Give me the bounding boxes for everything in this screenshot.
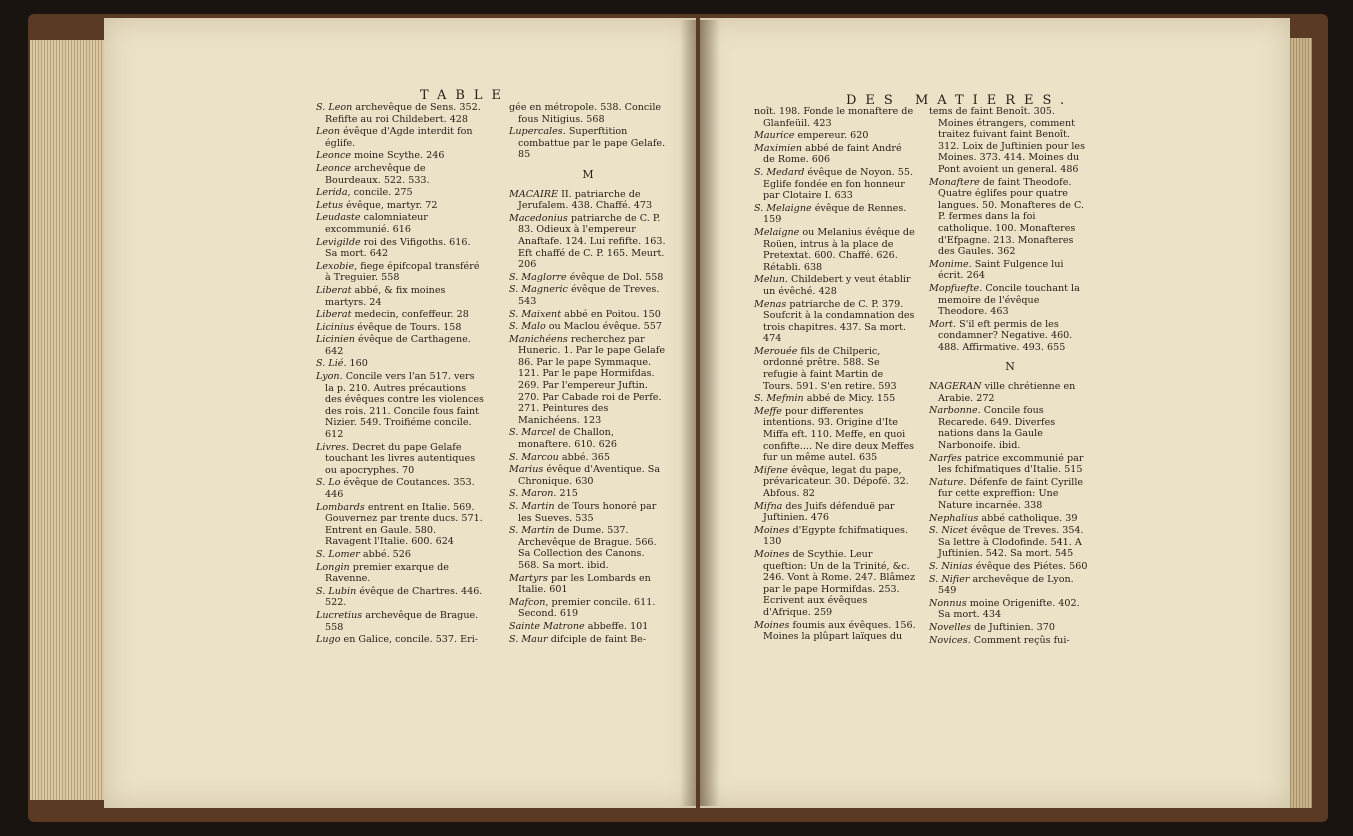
index-entry	[316, 163, 484, 186]
index-entry	[509, 573, 667, 596]
entry-headword: S. Lié.	[316, 358, 347, 370]
index-entry	[929, 598, 1091, 621]
entry-text: empereur. 620	[794, 130, 869, 142]
entry-text: premier exarque de Ravenne.	[325, 561, 449, 585]
index-entry	[316, 212, 484, 235]
entry-headword: Manichéens	[509, 333, 568, 345]
entry-text: abbeffe. 101	[584, 620, 649, 632]
index-entry	[929, 405, 1091, 451]
entry-text: archevêque de Lyon. 549	[938, 573, 1074, 597]
index-entry	[509, 427, 667, 450]
entry-text: entrent en Italie. 569. Gouvernez par trente ducs. 571. Entrent en Gaule. 580. Ravagent l'Italie. 600. 624	[325, 501, 483, 548]
index-entry	[929, 525, 1091, 560]
index-entry	[316, 477, 484, 500]
entry-text: évêque de Tours. 158	[354, 321, 462, 333]
entry-text: en Galice, concile. 537. Eri-	[340, 634, 479, 646]
entry-text: Défenfe de faint Cyrille fur cette expreffion: Une Nature incarnée. 338	[938, 476, 1084, 511]
index-entry	[929, 259, 1091, 282]
entry-text: medecin, confeffeur. 28	[351, 309, 469, 321]
index-entry	[754, 299, 916, 345]
entry-headword: S. Lo	[316, 477, 341, 489]
entry-text: Childebert y veut établir un évêché. 428	[763, 274, 911, 297]
index-entry	[929, 283, 1091, 318]
entry-headword: S. Medard	[754, 166, 805, 178]
entry-headword: MACAIRE	[509, 188, 559, 200]
entry-headword: NAGERAN	[929, 381, 982, 393]
index-entry	[754, 203, 916, 226]
index-entry	[316, 358, 484, 370]
right-column-2	[929, 106, 1091, 647]
entry-headword: Mort.	[929, 318, 957, 330]
index-entry	[316, 549, 484, 561]
entry-text: tems de faint Benoît. 305. Moines étrangers, comment traitez fuivant faint Benoît. 312. Loix de Juftinien pour les Moines. 373. 414. Moines du Pont avoient un general. 486	[929, 106, 1086, 175]
entry-text: abbé. 526	[359, 548, 411, 560]
entry-text: ville chrétienne en Arabie. 272	[938, 381, 1076, 404]
entry-headword: Levigilde	[316, 236, 361, 248]
index-entry	[754, 620, 916, 643]
entry-headword: Leonce	[316, 162, 352, 174]
index-entry	[316, 322, 484, 334]
entry-text: Decret du pape Gelafe touchant les livres autentiques ou apocryphes. 70	[325, 441, 476, 476]
index-entry	[929, 106, 1091, 176]
entry-headword: S. Martin	[509, 525, 555, 537]
entry-headword: S. Marcel	[509, 427, 556, 439]
entry-text: évêque des Piétes. 560	[972, 560, 1088, 572]
entry-text: patrice excommunié par les fchifmatiques d'Italie. 515	[938, 452, 1084, 476]
entry-headword: S. Maixent	[509, 308, 562, 320]
entry-headword: Novelles	[929, 621, 972, 633]
entry-text: abbé en Poitou. 150	[561, 308, 661, 320]
entry-headword: Narbonne.	[929, 405, 981, 417]
entry-text: abbé. 365	[558, 451, 610, 463]
entry-text: archevêque de Bourdeaux. 522. 533.	[325, 162, 430, 186]
entry-text: de Juftinien. 370	[971, 621, 1055, 633]
index-entry	[316, 285, 484, 308]
entry-text: abbé de faint André de Rome. 606	[763, 142, 902, 166]
index-entry	[754, 227, 916, 273]
entry-headword: Nature.	[929, 476, 967, 488]
entry-headword: S. Lomer	[316, 548, 360, 560]
index-entry	[509, 334, 667, 427]
entry-headword: Mifene	[754, 464, 788, 476]
index-entry	[509, 213, 667, 271]
index-entry	[509, 488, 667, 500]
entry-headword: S. Maur	[509, 633, 548, 645]
entry-headword: Lombards	[316, 501, 365, 513]
entry-text: évêque de Dol. 558	[566, 271, 664, 283]
entry-text: difciple de faint Be-	[547, 633, 647, 645]
entry-text: Concile vers l'an 517. vers la p. 210. Autres précautions des évêques contre les violences des rois. 211. Concile fous faint Nizier. 549. Troifiéme concile. 612	[325, 371, 484, 441]
index-entry	[929, 561, 1091, 573]
entry-text: évêque d'Agde interdit fon églife.	[325, 126, 473, 149]
index-entry	[316, 126, 484, 149]
entry-headword: S. Magneric	[509, 284, 568, 296]
entry-text: 215	[556, 488, 578, 500]
index-entry	[316, 502, 484, 548]
entry-headword: Maximien	[754, 142, 803, 154]
entry-headword: Mopfuefte.	[929, 282, 983, 294]
entry-headword: Leonce	[316, 150, 352, 162]
index-entry	[509, 321, 667, 333]
index-entry	[754, 130, 916, 142]
entry-headword: Sainte Matrone	[509, 620, 585, 632]
entry-headword: Liberat	[316, 309, 352, 321]
entry-headword: Marius	[509, 464, 544, 476]
entry-headword: Monime.	[929, 258, 972, 270]
entry-text: de Scythie. Leur queftion: Un de la Trinité, &c. 246. Vont à Rome. 247. Blâmez par le pape Hormifdas. 253. Ecrivent aux évêques d'Afrique. 259	[763, 548, 916, 618]
entry-text: Superftition combattue par le pape Gelafe. 85	[518, 126, 666, 161]
entry-text: évêque de Carthagene. 642	[325, 334, 471, 357]
index-entry	[509, 126, 667, 161]
index-entry	[316, 200, 484, 212]
entry-headword: S. Maron.	[509, 488, 557, 500]
entry-text: des Juifs défenduë par Juftinien. 476	[763, 500, 895, 524]
entry-headword: Licinius	[316, 321, 355, 333]
page-edges-left	[30, 40, 108, 800]
index-entry	[316, 371, 484, 441]
entry-text: archevêque de Brague. 558	[325, 609, 479, 633]
entry-text: gée en métropole. 538. Concile fous Nitigius. 568	[509, 102, 662, 125]
index-entry	[509, 634, 667, 646]
entry-text: évêque de Coutances. 353. 446	[325, 477, 475, 500]
entry-headword: Moines	[754, 548, 790, 560]
entry-headword: Lugo	[316, 634, 341, 646]
entry-headword: Monaftere	[929, 176, 980, 188]
left-running-header: TABLE	[420, 88, 511, 103]
index-entry	[929, 319, 1091, 354]
entry-headword: S. Nicet	[929, 525, 968, 537]
entry-headword: S. Malo	[509, 321, 546, 333]
entry-text: S'il eft permis de les condamner? Negative. 460. 488. Affirmative. 493. 655	[938, 318, 1073, 353]
entry-headword: S. Leon	[316, 102, 353, 113]
entry-text: d'Egypte fchifmatiques. 130	[763, 524, 909, 548]
entry-text: Comment reçûs fui-	[970, 634, 1070, 646]
index-entry	[754, 549, 916, 619]
index-entry	[754, 501, 916, 524]
entry-text: abbé, & fix moines martyrs. 24	[325, 284, 446, 308]
entry-headword: Leon	[316, 126, 341, 138]
index-entry	[929, 635, 1091, 647]
index-entry	[316, 150, 484, 162]
entry-headword: Nonnus	[929, 597, 967, 609]
entry-headword: Moines	[754, 524, 790, 536]
entry-text: Concile touchant la memoire de l'évêque Theodore. 463	[938, 282, 1080, 318]
entry-headword: Mifna	[754, 500, 783, 512]
index-entry	[316, 237, 484, 260]
entry-headword: S. Maglorre	[509, 271, 567, 283]
entry-text: , concile. 275	[347, 187, 413, 199]
entry-headword: S. Ninias	[929, 560, 973, 572]
left-column-2	[509, 102, 667, 646]
entry-headword: Lucretius	[316, 609, 363, 621]
right-column-1	[754, 106, 916, 644]
entry-headword: Nephalius	[929, 512, 979, 524]
entry-headword: Lupercales.	[509, 126, 566, 138]
entry-text: , fiege épifcopal transféré à Treguier. 558	[325, 260, 480, 284]
entry-text: foumis aux évêques. 156. Moines la plûpart laïques du	[763, 619, 916, 643]
index-entry	[316, 610, 484, 633]
entry-text: pour differentes intentions. 93. Origine d'Ite Miffa eft. 110. Meffe, en quoi confifte.... Ne dire deux Meffes fur un même autel. 635	[763, 405, 915, 464]
entry-headword: Lexobie	[316, 260, 355, 272]
index-entry	[929, 574, 1091, 597]
page-edges-right	[1288, 38, 1312, 808]
entry-headword: S. Nifier	[929, 573, 970, 585]
entry-text: par les Lombards en Italie. 601	[518, 572, 651, 596]
entry-text: Saint Fulgence lui écrit. 264	[938, 258, 1064, 282]
book-gutter	[680, 20, 720, 806]
entry-headword: Licinien	[316, 334, 355, 346]
index-entry	[316, 334, 484, 357]
section-letter: M	[582, 167, 594, 181]
entry-text: évêque de Rennes. 159	[763, 202, 907, 226]
entry-headword: Merouée	[754, 345, 798, 357]
entry-headword: S. Lubin	[316, 585, 357, 597]
index-entry	[509, 452, 667, 464]
index-entry	[509, 309, 667, 321]
index-entry	[316, 261, 484, 284]
index-entry	[929, 477, 1091, 512]
entry-headword: Longin	[316, 561, 350, 573]
index-entry	[754, 106, 916, 129]
left-column-1	[316, 102, 484, 647]
index-entry	[316, 562, 484, 585]
index-entry	[316, 442, 484, 477]
index-entry	[509, 525, 667, 571]
index-entry	[754, 393, 916, 405]
index-entry	[929, 453, 1091, 476]
entry-headword: Melaigne	[754, 226, 800, 238]
entry-text: évêque de Treves. 354. Sa lettre à Clodofinde. 541. A Juftinien. 542. Sa mort. 545	[938, 525, 1084, 560]
entry-text: recherchez par Huneric. 1. Par le pape Gelafe 86. Par le pape Symmaque. 121. Par le pape Hormifdas. 269. Par l'empereur Juftin. 270. Par Cabade roi de Perfe. 271. Peintures des Manichéens. 123	[518, 333, 665, 426]
entry-text: patriarche de C. P. 379. Soufcrit à la condamnation des trois chapitres. 437. Sa mort. 474	[763, 298, 915, 345]
right-running-header: DES MATIERES.	[846, 93, 1074, 108]
entry-headword: S. Martin	[509, 501, 555, 512]
entry-headword: Livres.	[316, 441, 350, 453]
entry-text: évêque de Chartres. 446. 522.	[325, 585, 483, 609]
entry-text: II. patriarche de Jerufalem. 438. Chaffé. 473	[518, 188, 653, 212]
index-entry	[316, 634, 484, 646]
entry-text: évêque, martyr. 72	[343, 199, 438, 211]
index-entry	[509, 102, 667, 125]
entry-text: évêque de Treves. 543	[518, 284, 660, 307]
entry-text: de faint Theodofe. Quatre églifes pour quatre langues. 50. Monafteres de C. P. fermes dans la foi catholique. 100. Monafteres d'Efpagne. 213. Monafteres des Gaules. 362	[938, 176, 1085, 258]
entry-text: de Tours honoré par les Sueves. 535	[518, 501, 657, 524]
entry-text: calomniateur excommunié. 616	[325, 212, 428, 235]
entry-text: moine Scythe. 246	[351, 150, 445, 162]
entry-headword: Letus	[316, 199, 344, 211]
entry-text: évêque d'Aventique. Sa Chronique. 630	[518, 464, 661, 487]
entry-text: Concile fous Recarede. 649. Diverfes nations dans la Gaule Narbonoife. ibid.	[938, 405, 1056, 452]
entry-text: , premier concile. 611. Second. 619	[518, 596, 656, 620]
entry-headword: Mafcon	[509, 596, 546, 608]
entry-text: fils de Chilperic, ordonné prêtre. 588. Se refugie à faint Martin de Tours. 591. S'en retire. 593	[763, 345, 897, 392]
index-entry	[316, 586, 484, 609]
entry-headword: Menas	[754, 298, 787, 310]
index-entry	[754, 465, 916, 500]
index-entry	[509, 464, 667, 487]
entry-headword: Narfes	[929, 452, 962, 464]
index-entry	[316, 102, 484, 125]
entry-text: de Dume. 537. Archevêque de Brague. 566. Sa Collection des Canons. 568. Sa mort. ibid.	[518, 525, 657, 571]
entry-headword: Macedonius	[509, 212, 568, 224]
entry-text: abbé catholique. 39	[978, 512, 1078, 524]
index-entry	[509, 284, 667, 307]
entry-text: archevêque de Sens. 352. Refifte au roi Childebert. 428	[325, 102, 481, 125]
entry-text: moine Origenifte. 402. Sa mort. 434	[938, 597, 1080, 621]
entry-headword: Moines	[754, 619, 790, 631]
entry-text: évêque, legat du pape, prévaricateur. 30. Dépofé. 32. Abfous. 82	[763, 464, 909, 499]
index-entry	[754, 143, 916, 166]
index-entry	[509, 597, 667, 620]
entry-text: ou Melanius évêque de Roüen, intrus à la place de Pretextat. 600. Chaffé. 626. Rétabli. 638	[763, 226, 915, 273]
entry-text: abbé de Micy. 155	[803, 393, 896, 405]
entry-headword: Lyon.	[316, 371, 343, 383]
entry-headword: S. Melaigne	[754, 202, 812, 214]
entry-text: évêque de Noyon. 55. Eglife fondée en fon honneur par Clotaire I. 633	[763, 166, 914, 202]
entry-headword: S. Mefmin	[754, 393, 804, 405]
index-entry	[754, 167, 916, 202]
entry-headword: Melun.	[754, 274, 788, 286]
index-entry	[754, 346, 916, 392]
index-entry	[754, 525, 916, 548]
index-entry	[509, 621, 667, 633]
section-letter: N	[1005, 360, 1015, 374]
entry-text: de Challon, monaftere. 610. 626	[518, 427, 617, 451]
index-entry	[929, 177, 1091, 258]
index-entry	[929, 513, 1091, 525]
index-entry	[316, 187, 484, 199]
index-entry	[316, 309, 484, 321]
index-entry	[509, 501, 667, 524]
entry-text: patriarche de C. P. 83. Odieux à l'empereur Anaftafe. 124. Lui refifte. 163. Eft chaffé de C. P. 165. Meurt. 206	[518, 212, 666, 271]
index-entry	[929, 381, 1091, 404]
entry-headword: Maurice	[754, 130, 795, 142]
entry-text: ou Maclou évêque. 557	[545, 321, 662, 333]
entry-text: 160	[346, 358, 368, 370]
index-entry	[754, 406, 916, 464]
entry-headword: Meffe	[754, 405, 782, 417]
index-entry	[509, 272, 667, 284]
entry-headword: Novices.	[929, 634, 971, 646]
index-entry	[929, 622, 1091, 634]
entry-headword: Martyrs	[509, 572, 548, 584]
index-entry	[509, 189, 667, 212]
entry-text: noît. 198. Fonde le monaftere de Glanfeüil. 423	[754, 106, 914, 129]
entry-text: roi des Vifigoths. 616. Sa mort. 642	[325, 236, 471, 260]
entry-headword: Leudaste	[316, 212, 361, 224]
entry-headword: Liberat	[316, 284, 352, 296]
index-entry	[754, 274, 916, 297]
entry-headword: S. Marcou	[509, 451, 559, 463]
entry-headword: Lerida	[316, 187, 348, 199]
